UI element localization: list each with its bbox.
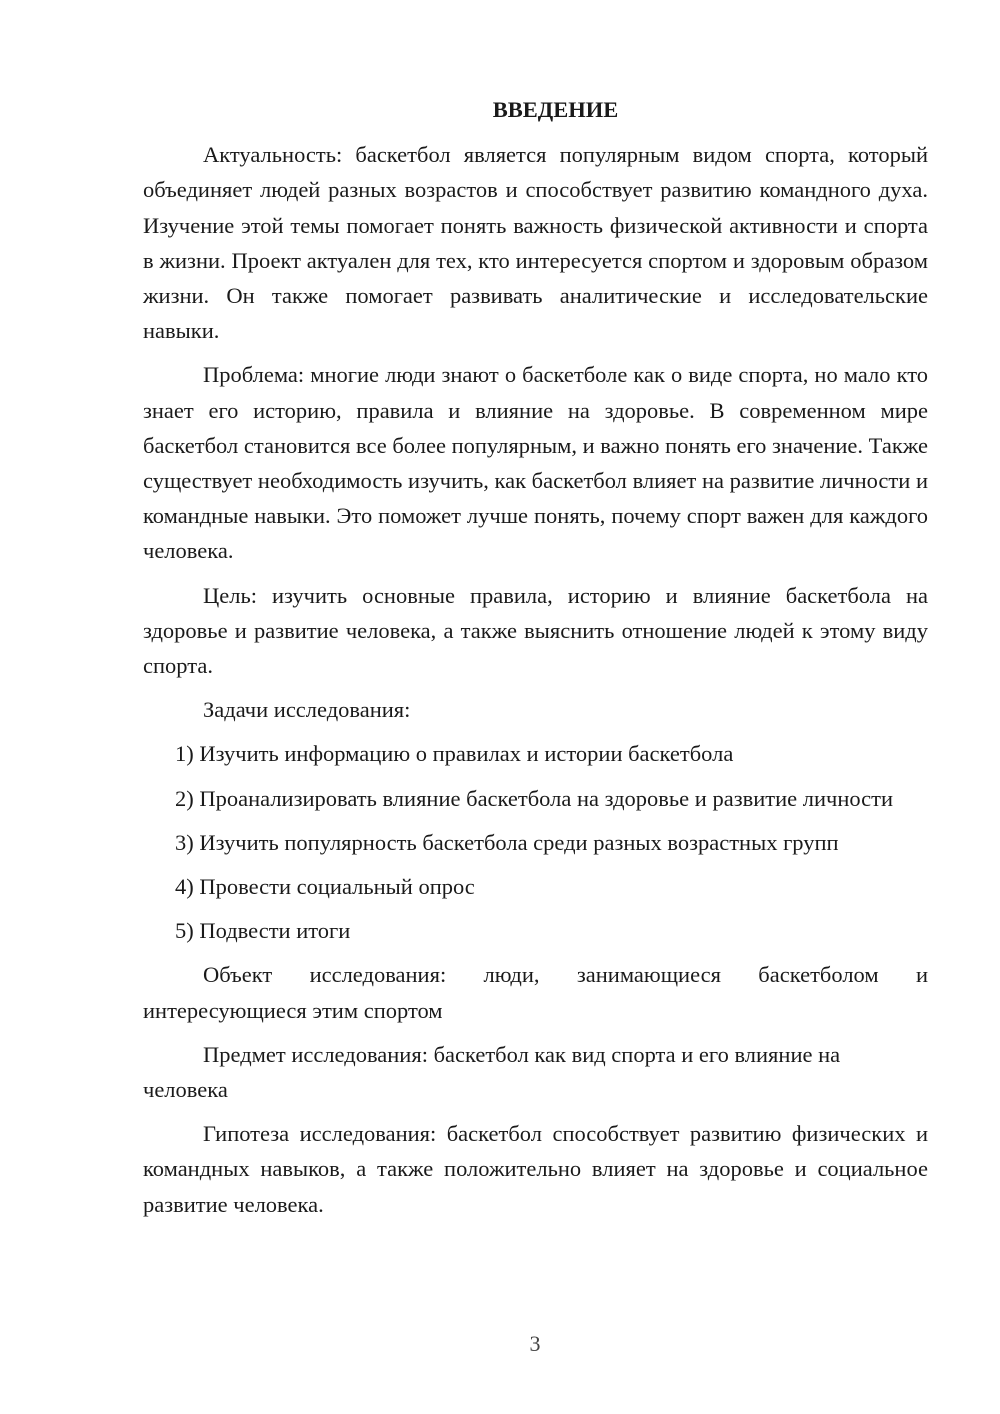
paragraph-problem: Проблема: многие люди знают о баскетболе как о виде спорта, но мало кто знает его историю, правила и влияние на здоровье. В современном мире баскетбол становится все более популярным, и важно понять его значение. Также существует необходимость изучить, как баскетбол влияет на развитие личности и командные навыки. Это поможет лучше понять, почему спорт важен для каждого человека.	[143, 362, 928, 564]
paragraph-hypothesis: Гипотеза исследования: баскетбол способствует развитию физических и командных навыков, а также положительно влияет на здоровье и социальное развитие человека.	[143, 1121, 928, 1217]
section-title: ВВЕДЕНИЕ	[492, 97, 619, 122]
task-item-2: 2) Проанализировать влияние баскетбола на здоровье и развитие личности	[175, 785, 894, 811]
paragraph-subject: Предмет исследования: баскетбол как вид спорта и его влияние на человека	[143, 1041, 841, 1103]
page-content	[143, 92, 928, 1231]
tasks-label: Задачи исследования:	[203, 697, 411, 723]
task-item-1: 1) Изучить информацию о правилах и истории баскетбола	[175, 741, 734, 767]
paragraph-relevance: Актуальность: баскетбол является популярным видом спорта, который объединяет людей разных возрастов и способствует развитию командного духа. Изучение этой темы помогает понять важность физической активности и спорта в жизни. Проект актуален для тех, кто интересуется спортом и здоровым образом жизни. Он также помогает развивать аналитические и исследовательские навыки.	[143, 142, 928, 344]
page-number: 3	[529, 1331, 541, 1356]
task-item-4: 4) Провести социальный опрос	[175, 874, 475, 900]
task-item-3: 3) Изучить популярность баскетбола среди разных возрастных групп	[175, 829, 839, 855]
paragraph-object: Объект исследования: люди, занимающиеся баскетболом и интересующиеся этим спортом	[143, 962, 928, 1023]
task-item-5: 5) Подвести итоги	[175, 918, 351, 944]
paragraph-goal: Цель: изучить основные правила, историю и влияние баскетбола на здоровье и развитие человека, а также выяснить отношение людей к этому виду спорта.	[143, 582, 928, 679]
